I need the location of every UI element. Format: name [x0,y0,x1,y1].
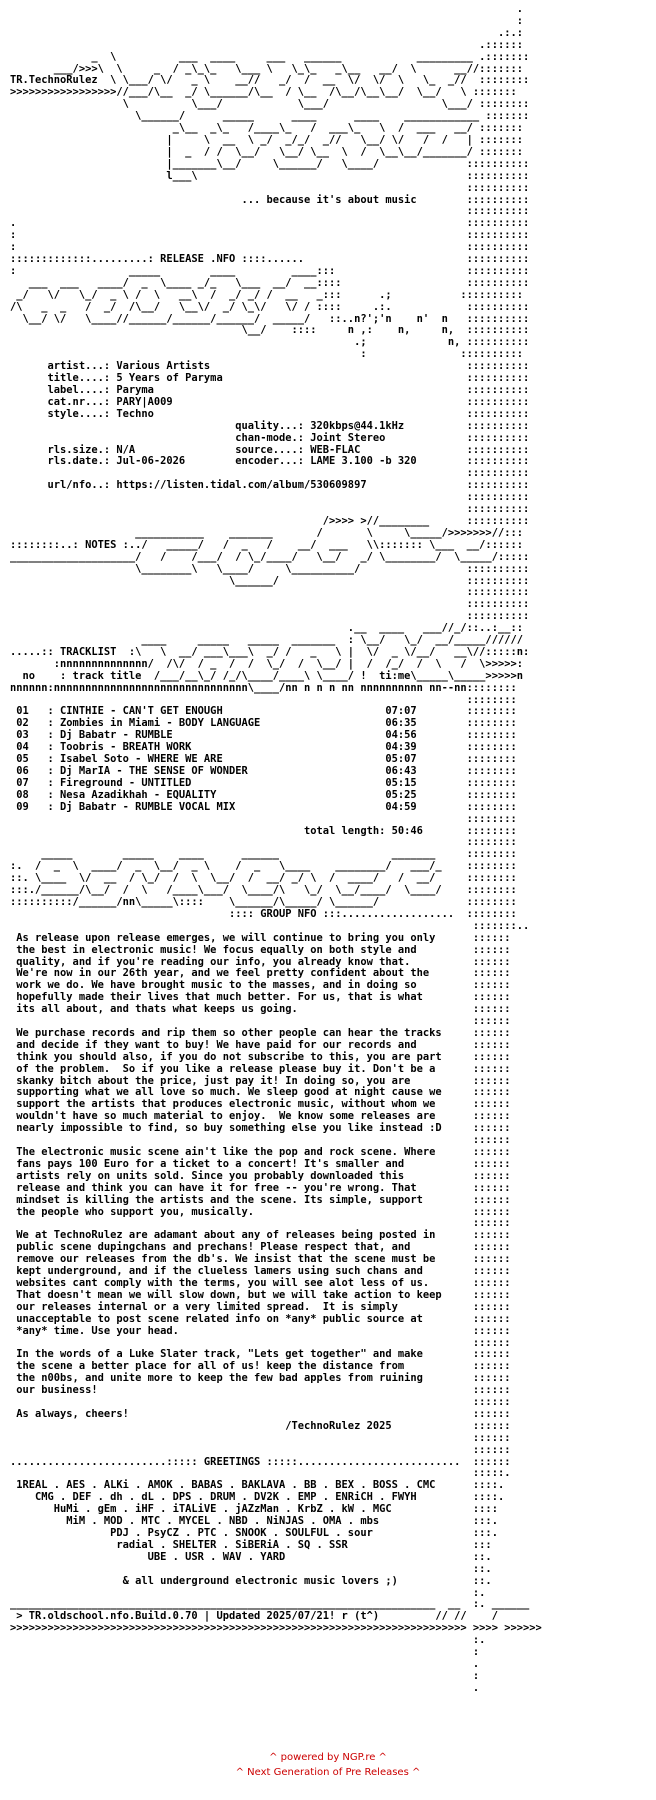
nfo-text: . : .:.: .:::::: _ \ ___ ____ ___ ______ _________ .::::::: ___/>>>\ \ _ / _\_\_ \___ \ \_\_ _\__ __/ \ __//::::::: TR.TechnoRulez \ \___/ \/ _ \ __// _/ / __ \/ \/ \ \_ _// :::::::: >>>>>>>>>>>>>>>>>//___/\__ _/ \______/\__ / \__ /\__/\__\__/ \__/ \ ::::::: \ \___/ \___/ \___/ :::::::: \______/ _____ ____ ____ ____________ ::::::: _\__ _\_ /____\_ / ___\_ \ / ___ __/ ::::::: | \ __ \ _/ _/_/ _// \__/ \/ / / | ::::::: | _ / / \__/ \__/ \__ \ / \__\__/_______/ ::::::: |_______\__/ \______/ \____/ :::::::::: l___\ :::::::::: :::::::::: ... because it's about music :::::::::: :::::::::: . :::::::::: : :::::::::: : :::::::::: :::::::::::::.........: RELEASE .NFO ::::...... :::::::::: : _____ ____ ____::: :::::::::: ___ ___ ____/ _ \____ _/_ \___ __/ __:::: :::::::::: _/ \/ \_/ _ \ / \ __\ / _/ _/ / __ _::: .; :::::::::: /\ _ _ / _/ /\__/ \__\/ _/ \_\/ \/ / :::: .:. :::::::::: \__/ \/ \____//______/______/______/ _____/ ::..n?';'n n' n :::::::::: \__/ :::: n ,: n, n, :::::::::: .; n, :::::::::: : :::::::::: artist...: Various Artists :::::::::: title....: 5 Years of Paryma :::::::::: label....: Paryma :::::::::: cat.nr...: PARY|A009 :::::::::: style....: Techno :::::::::: quality...: 320kbps@44.1kHz :::::::::: chan-mode.: Joint Stereo :::::::::: rls.size.: N/A source....: WEB-FLAC :::::::::: rls.date.: Jul-06-2026 encoder...: LAME 3.100 -b 320 :::::::::: :::::::::: url/nfo..: https://listen.tidal.com/album/530609897 :::::::::: :::::::::: :::::::::: />>>> >//________ :::::::::: ___________ _______ / \ \_____/>>>>>>>//::: ::::::::..: NOTES :../ _____/ / _ / __/ ___ \\::::::: \___ __/:::::: ____________________/ / /___/ / \_/____/ \__/ _/ \________/ \_____/::::: \________\ \____/ \__________/ :::::::::: \______/ :::::::::: :::::::::: :::::::::: :::::::::: .__ ____ ___//_/::..:__:: ____ _____ _____ _______ : \__/ \_/ __/_____////// .....:: TRACKLIST :\ \ __/ ___\___\ _/ / _ \ | \/ _ \/__/ __\//:::::n: :nnnnnnnnnnnnnn/ /\/ / _ / / \_/ / \__/ | / /_/ / \ / \>>>>>: no : track title /___/__\_/ /_/\____/____\ \____/ ! ti:me\_____\_____>>>>>n nnnnnn:nnnnnnnnnnnnnnnnnnnnnnnnnnnnnnn\____/nn n n n nn nnnnnnnnnn nn--nn:::::::: :::::::: 01 : CINTHIE - CAN'T GET ENOUGH 07:07 :::::::: 02 : Zombies in Miami - BODY LANGUAGE 06:35 :::::::: 03 : Dj Babatr - RUMBLE 04:56 :::::::: 04 : Toobris - BREATH WORK 04:39 :::::::: 05 : Isabel Soto - WHERE WE ARE 05:07 :::::::: 06 : Dj MarIA - THE SENSE OF WONDER 06:43 :::::::: 07 : Fireground - UNTITLED 05:15 :::::::: 08 : Nesa Azadikhah - EQUALITY 05:25 :::::::: 09 : Dj Babatr - RUMBLE VOCAL MIX 04:59 :::::::: :::::::: total length: 50:46 :::::::: :::::::: _____ _____ ____ ______ _______ :::::::: :. / _ \ ____/ _ \__/ _ \ / _ \____ ________/ ___/_ :::::::: ::. \____ \/ __ / \_/ / \ \__/ / __/ _/ \ / ____/ / __/ :::::::: :::./______/\__/ / \ /____\___/ \____/\ \_/ \__/____/ \____/ :::::::: ::::::::::/______/nn\_____\:::: \______/\_____/ \______/ :::::::: :::: GROUP NFO :::.................. :::::::: :::::::.. As release upon release emerges, we will continue to bring you only :::::: the best in electronic music! We focus equally on both style and :::::: quality, and if you're reading our info, you already know that. :::::: We're now in our 26th year, and we feel pretty confident about the :::::: work we do. We have brought music to the masses, and in doing so :::::: hopefully made their lives that much better. For us, that is what :::::: its all about, and thats what keeps us going. :::::: :::::: We purchase records and rip them so other people can hear the tracks :::::: and decide if they want to buy! We have paid for our records and :::::: think you should also, if you do not subscribe to this, you are part :::::: of the problem. So if you like a release please buy it. Don't be a :::::: skanky bitch about the price, just pay it! In doing so, you are :::::: supporting what we all love so much. We sleep good at night cause we :::::: support the artists that produces electronic music, without whom we :::::: wouldn't have so much material to enjoy. We know some releases are :::::: nearly impossible to find, so buy something else you like instead :D :::::: :::::: The electronic music scene ain't like the pop and rock scene. Where :::::: fans pays 100 Euro for a ticket to a concert! It's smaller and :::::: artists rely on units sold. Since you probably downloaded this :::::: release and think you can have it for free -- you're wrong. That :::::: mindset is killing the artists and the scene. Its simple, support :::::: the people who support you, musically. :::::: :::::: We at TechnoRulez are adamant about any of releases being posted in :::::: public scene dupingchans and prechans! Please respect that, and :::::: remove our releases from the db's. We insist that the scene must be :::::: kept underground, and if the clueless lamers using such chans and :::::: websites cant comply with the terms, you will see alot less of us. :::::: That doesn't mean we will slow down, but we will take action to keep :::::: our releases internal or a very limited spread. It is simply :::::: unacceptable to post scene related info on *any* public source at :::::: *any* time. Use your head. :::::: :::::: In the words of a Luke Slater track, "Lets get together" and make :::::: the scene a better place for all of us! keep the distance from :::::: the n00bs, and unite more to keep the few bad apples from ruining :::::: our business! :::::: :::::: As always, cheers! :::::: /TechnoRulez 2025 :::::: :::::: :::::: .........................::::: GREETINGS :::::.......................... :::::: :::::. 1REAL . AES . ALKi . AMOK . BABAS . BAKLAVA . BB . BEX . BOSS . CMC ::::. CMG . DEF . dh . dL . DPS . DRUM . DV2K . EMP . ENRiCH . FWYH ::::. HuMi . gEm . iHF . iTALiVE . jAZzMan . KrbZ . kW . MGC :::: MiM . MOD . MTC . MYCEL . NBD . NiNJAS . OMA . mbs :::. PDJ . PsyCZ . PTC . SNOOK . SOULFUL . sour :::. radial . SHELTER . SiBERiA . SQ . SSR ::: UBE . USR . WAV . YARD ::. ::. & all underground electronic music lovers ;) ::. :. ____________________________________________________________________ __ :. ______ > TR.oldschool.nfo.Build.0.70 | Updated 2025/07/21! r (t^) // // / >>>>>>>>>>>>>>>>>>>>>>>>>>>>>>>>>>>>>>>>>>>>>>>>>>>>>>>>>>>>>>>>>>>>>>>>> >>>> >>>>>> :. : . : . [10,3,542,1694]
footer [0,1750,656,1780]
ngp-tagline-link[interactable]: ^ Next Generation of Pre Releases ^ [235,1767,421,1778]
powered-by-link[interactable]: ^ powered by NGP.re ^ [269,1752,387,1763]
